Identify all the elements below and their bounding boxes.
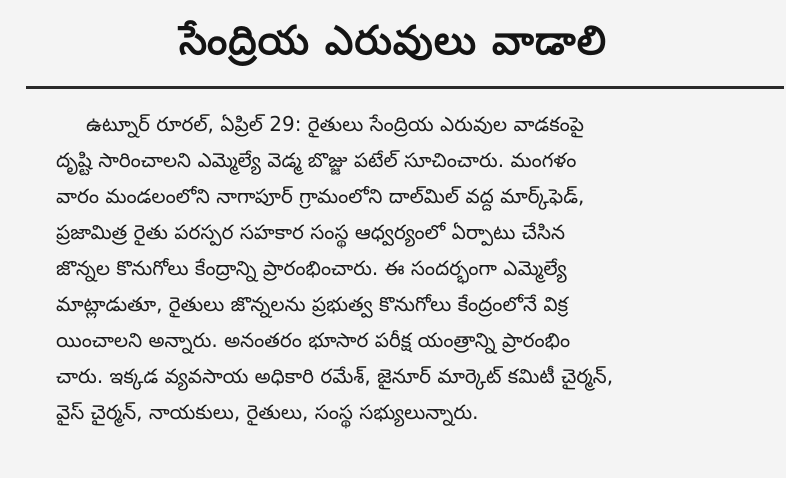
article-body xyxy=(56,106,762,430)
article-line: మాట్లాడుతూ, రైతులు జొన్నలను ప్రభుత్వ కొనుగోలు కేంద్రంలోనే విక్ర xyxy=(56,292,569,316)
article-line: యించాలని అన్నారు. అనంతరం భూసార పరీక్ష యంత్రాన్ని ప్రారంభిం xyxy=(56,328,571,352)
article-line: దృష్టి సారించాలని ఎమ్మెల్యే వెడ్మ బొజ్జు పటేల్ సూచించారు. మంగళం xyxy=(56,148,577,172)
article-line: ప్రజామిత్ర రైతు పరస్పర సహకార సంస్థ ఆధ్వర్యంలో ఏర్పాటు చేసిన xyxy=(56,220,566,244)
article-line: వైస్ చైర్మన్, నాయకులు, రైతులు, సంస్థ సభ్యులున్నారు. xyxy=(56,400,479,424)
article-line: జొన్నల కొనుగోలు కేంద్రాన్ని ప్రారంభించారు. ఈ సందర్భంగా ఎమ్మెల్యే xyxy=(56,256,567,280)
headline-divider xyxy=(26,86,784,89)
article-line: ఉట్నూర్ రూరల్, ఏప్రిల్ 29: రైతులు సేంద్రియ ఎరువుల వాడకంపై xyxy=(86,112,585,136)
article-line: చారు. ఇక్కడ వ్యవసాయ అధికారి రమేశ్, జైనూర్ మార్కెట్ కమిటీ చైర్మన్, xyxy=(56,364,614,388)
article-headline: సేంద్రియ ఎరువులు వాడాలి xyxy=(178,18,608,64)
article-line: వారం మండలంలోని నాగాపూర్ గ్రామంలోని దాల్‌మిల్ వద్ద మార్క్‌ఫెడ్, xyxy=(56,184,585,208)
